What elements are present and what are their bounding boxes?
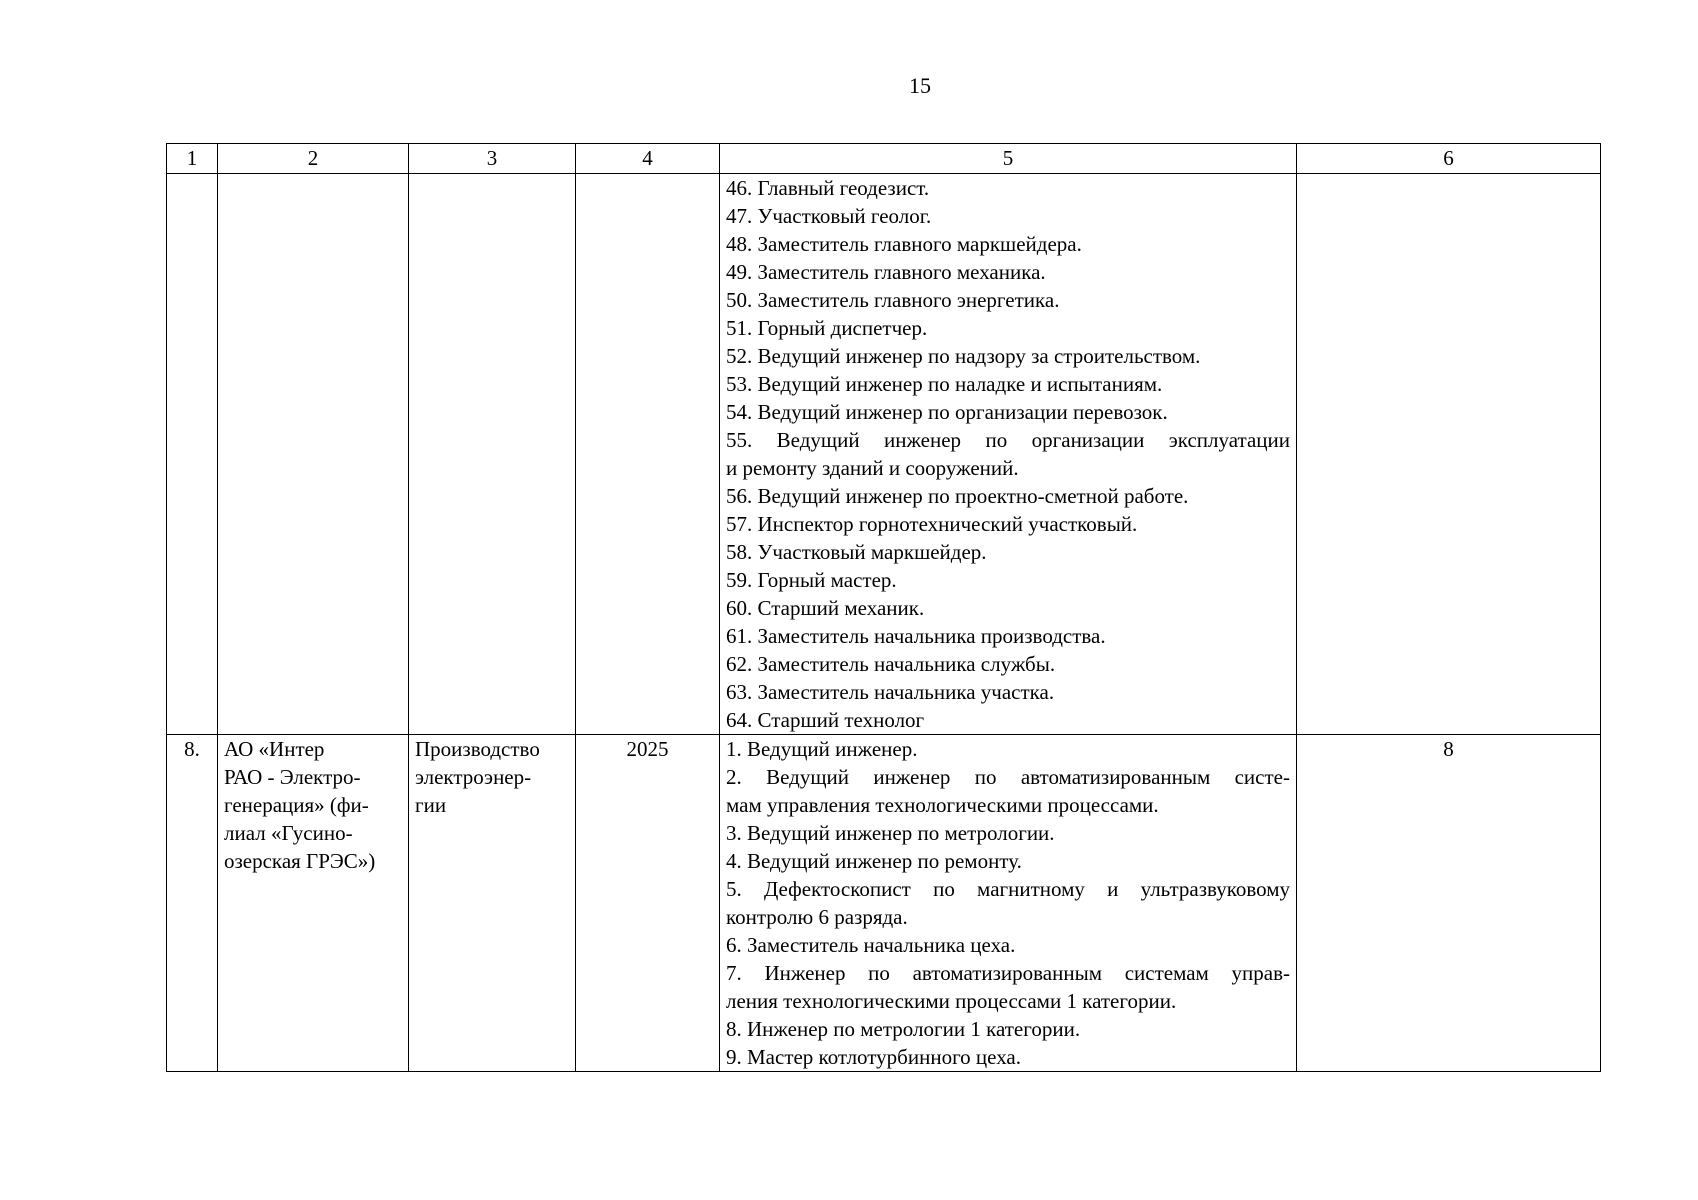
table-row [167,735,1601,1072]
header-col-6: 6 [1297,144,1601,174]
positions_lines-line: 52. Ведущий инженер по надзору за строительством. [726,344,1201,368]
positions_lines-line: 6. Заместитель начальника цеха. [726,933,1016,957]
positions_lines-line: 1. Ведущий инженер. [726,737,918,761]
cell-activity [409,735,576,1072]
positions_lines-line: и ремонту зданий и сооружений. [726,456,1019,480]
positions_lines-line: 57. Инспектор горнотехнический участковый. [726,512,1138,536]
positions-table [166,143,1601,1072]
positions_lines-line: мам управления технологическими процессами. [726,793,1159,817]
positions_lines-line: 9. Мастер котлотурбинного цеха. [726,1045,1021,1069]
cell-row-number: 8. [167,735,218,1072]
cell-positions [720,174,1297,735]
header-col-4: 4 [576,144,720,174]
org_lines-line: озерская ГРЭС») [224,849,376,873]
cell-count [1297,174,1601,735]
cell-row-number [167,174,218,735]
positions_lines-line: 54. Ведущий инженер по организации перевозок. [726,400,1168,424]
org_lines-line: генерация» (фи- [224,793,369,817]
positions_lines-line: 62. Заместитель начальника службы. [726,652,1056,676]
cell-count: 8 [1297,735,1601,1072]
header-col-1: 1 [167,144,218,174]
positions_lines-line: 5. Дефектоскопист по магнитному и ультразвуковому [726,877,1290,901]
positions_lines-line: контролю 6 разряда. [726,905,908,929]
positions_lines-line: 49. Заместитель главного механика. [726,260,1046,284]
positions_lines-line: 64. Старший технолог [726,708,925,732]
positions_lines-line: 47. Участковый геолог. [726,204,932,228]
positions_lines-line: ления технологическими процессами 1 категории. [726,989,1177,1013]
org_lines-line: РАО - Электро- [224,765,361,789]
header-col-3: 3 [409,144,576,174]
activity_lines-line: Производство [415,737,540,761]
cell-organization [218,174,409,735]
positions_lines-line: 58. Участковый маркшейдер. [726,540,987,564]
header-col-2: 2 [218,144,409,174]
positions_lines-line: 46. Главный геодезист. [726,176,930,200]
org_lines-line: лиал «Гусино- [224,821,353,845]
cell-organization [218,735,409,1072]
table-row [167,174,1601,735]
positions_lines-line: 48. Заместитель главного маркшейдера. [726,232,1082,256]
positions_lines-line: 3. Ведущий инженер по метрологии. [726,821,1055,845]
positions_lines-line: 60. Старший механик. [726,596,925,620]
positions_lines-line: 55. Ведущий инженер по организации эксплуатации [726,428,1290,452]
page-number: 15 [909,73,931,98]
cell-year [576,174,720,735]
org_lines-line: АО «Интер [224,737,325,761]
positions_lines-line: 4. Ведущий инженер по ремонту. [726,849,1022,873]
positions_lines-line: 61. Заместитель начальника производства. [726,624,1106,648]
positions_lines-line: 8. Инженер по метрологии 1 категории. [726,1017,1081,1041]
activity_lines-line: электроэнер- [415,765,532,789]
table-header-row [167,144,1601,174]
positions_lines-line: 56. Ведущий инженер по проектно-сметной работе. [726,484,1189,508]
positions_lines-line: 2. Ведущий инженер по автоматизированным систе- [726,765,1290,789]
positions_lines-line: 63. Заместитель начальника участка. [726,680,1055,704]
positions_lines-line: 59. Горный мастер. [726,568,897,592]
positions_lines-line: 50. Заместитель главного энергетика. [726,288,1060,312]
cell-year: 2025 [576,735,720,1072]
cell-positions [720,735,1297,1072]
cell-activity [409,174,576,735]
header-col-5: 5 [720,144,1297,174]
positions_lines-line: 7. Инженер по автоматизированным системам управ- [726,961,1290,985]
positions_lines-line: 51. Горный диспетчер. [726,316,928,340]
positions_lines-line: 53. Ведущий инженер по наладке и испытаниям. [726,372,1163,396]
activity_lines-line: гии [415,793,447,817]
